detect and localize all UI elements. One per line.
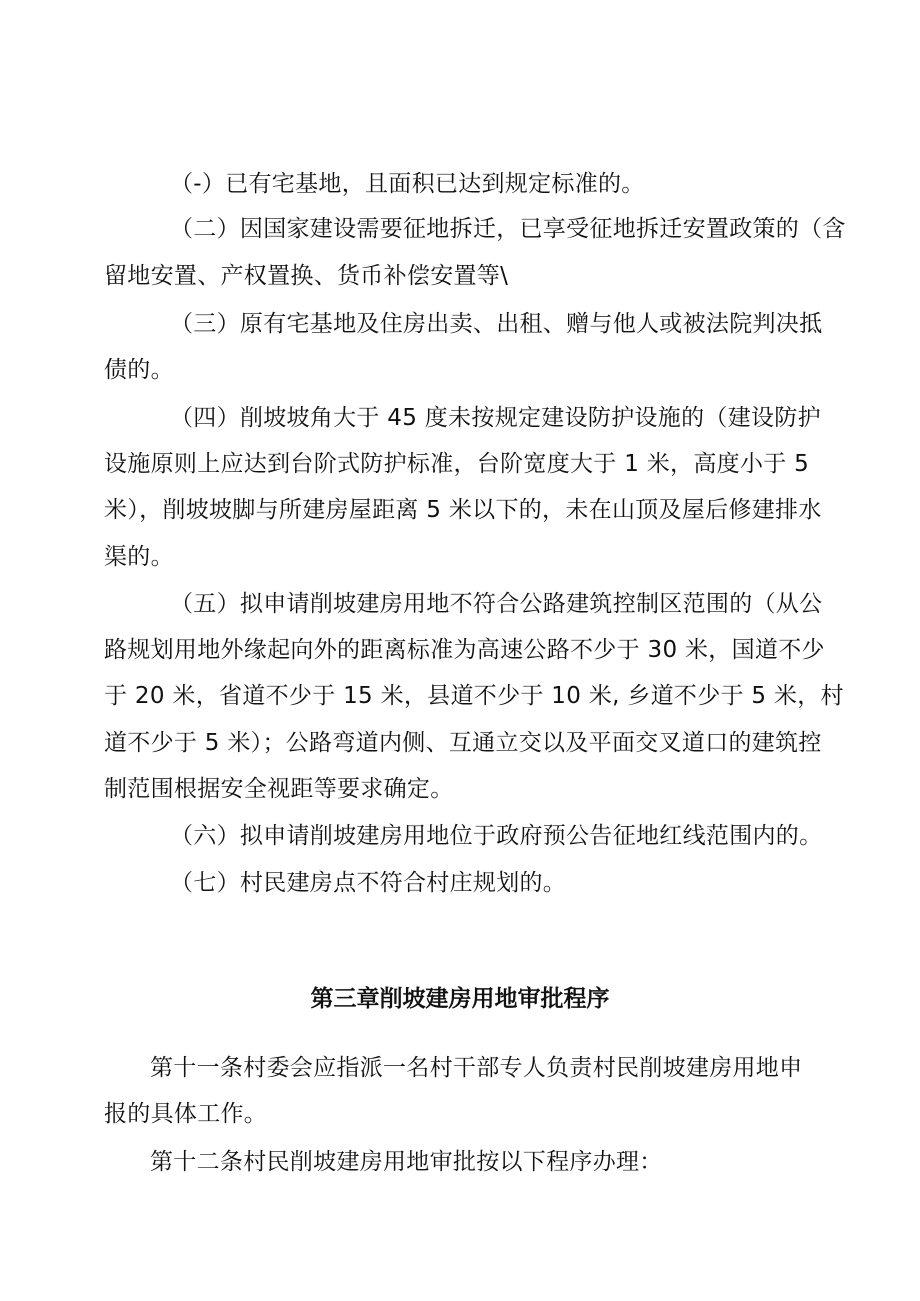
item-5-line-4: 道不少于 5 米）；公路弯道内侧、互通立交以及平面交叉道口的建筑控 bbox=[104, 730, 822, 756]
item-4-line-1: （四）削坡坡角大于 45 度未按规定建设防护设施的（建设防护 bbox=[170, 405, 821, 431]
item-5-line-2: 路规划用地外缘起向外的距离标准为高速公路不少于 30 米，国道不少 bbox=[104, 637, 825, 663]
article-11-line-2: 报的具体工作。 bbox=[104, 1101, 268, 1127]
item-2-line-1: （二）因国家建设需要征地拆迁，已享受征地拆迁安置政策的（含 bbox=[170, 216, 846, 242]
item-3-line-2: 债的。 bbox=[104, 357, 174, 383]
item-6-line-1: （六）拟申请削坡建房用地位于政府预公告征地红线范围内的。 bbox=[170, 823, 823, 849]
item-5-line-3: 于 20 米，省道不少于 15 米，县道不少于 10 米, 乡道不少于 5 米，村 bbox=[104, 683, 844, 709]
item-4-line-3: 米），削坡坡脚与所建房屋距离 5 米以下的，未在山顶及屋后修建排水 bbox=[104, 497, 822, 523]
item-7-line-1: （七）村民建房点不符合村庄规划的。 bbox=[170, 870, 567, 896]
item-5-line-5: 制范围根据安全视距等要求确定。 bbox=[104, 776, 454, 802]
article-12-line-1: 第十二条村民削坡建房用地审批按以下程序办理： bbox=[150, 1149, 663, 1175]
item-3-line-1: （三）原有宅基地及住房出卖、出租、赠与他人或被法院判决抵 bbox=[170, 311, 823, 337]
article-11-line-1: 第十一条村委会应指派一名村干部专人负责村民削坡建房用地申 bbox=[150, 1055, 803, 1081]
item-2-line-2: 留地安置、产权置换、货币补偿安置等\ bbox=[104, 263, 509, 289]
item-5-line-1: （五）拟申请削坡建房用地不符合公路建筑控制区范围的（从公 bbox=[170, 591, 823, 617]
item-4-line-2: 设施原则上应达到台阶式防护标准，台阶宽度大于 1 米，高度小于 5 bbox=[104, 451, 810, 477]
chapter-heading: 第三章削坡建房用地审批程序 bbox=[310, 986, 610, 1012]
item-4-line-4: 渠的。 bbox=[104, 544, 174, 570]
item-1-line-1: （-）已有宅基地，且面积已达到规定标准的。 bbox=[170, 171, 645, 197]
